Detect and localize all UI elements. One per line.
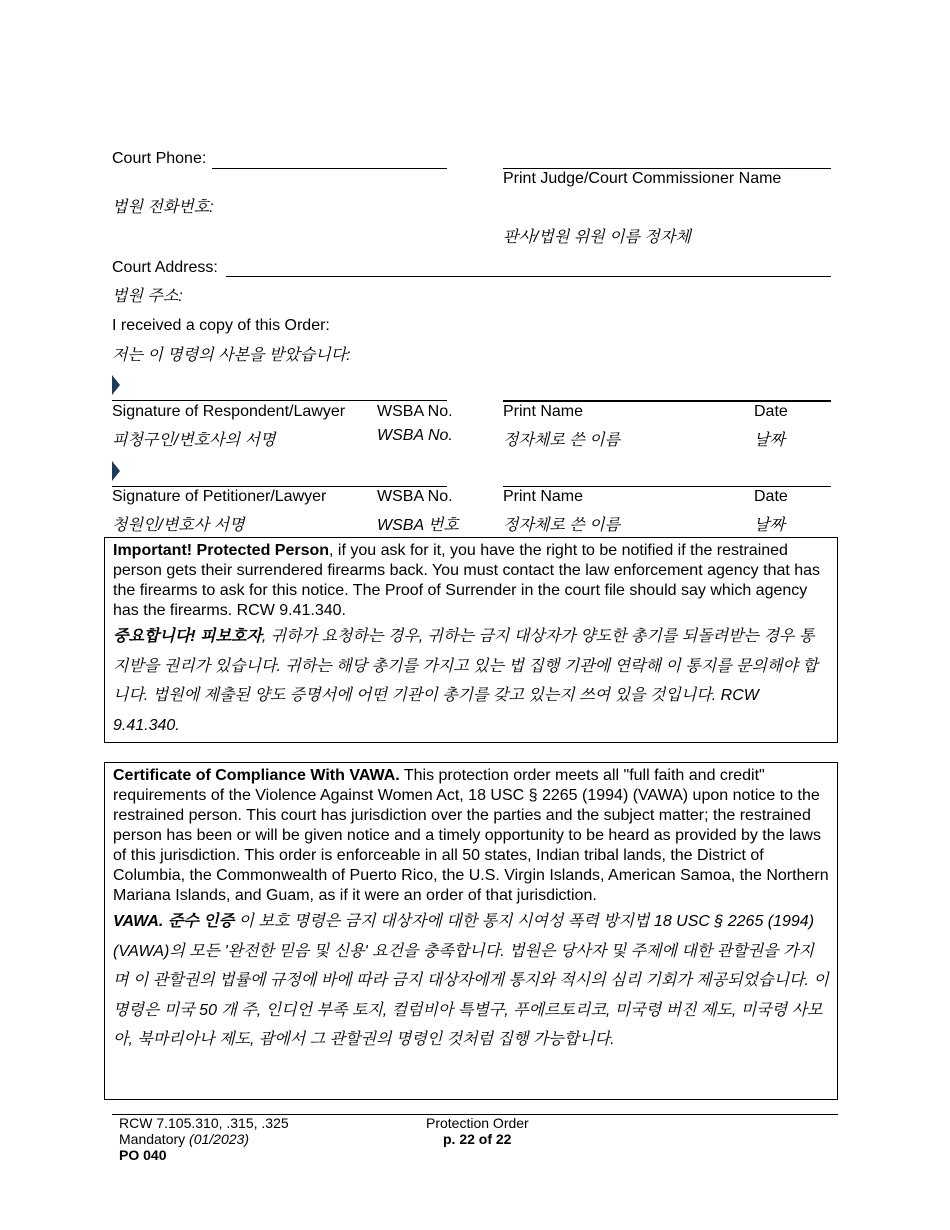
petitioner-date-label: Date (754, 488, 788, 505)
protected-person-notice (104, 537, 838, 743)
protected-person-text-ko (113, 622, 829, 740)
court-address-label-ko: 법원 주소: (112, 288, 183, 305)
petitioner-signature-field[interactable] (112, 486, 447, 487)
vawa-body: This protection order meets all "full faith and credit" requirements of the Violence Against Women Act, 18 USC § 2265 (1994) (VAWA) upon notice to the restrained person. This court has jurisdiction over the parties and the subject matter; the restrained person has been or will be given notice and a timely opportunity to be heard as provided by the laws of this jurisdiction. This order is enforceable in all 50 states, Indian tribal lands, the District of Columbia, the Commonwealth of Puerto Rico, the U.S. Virgin Islands, American Samoa, the Northern Mariana Islands, and Guam, as if it were an order of that jurisdiction. (113, 767, 829, 904)
respondent-signature-label-ko: 피청구인/변호사의 서명 (112, 432, 276, 449)
judge-name-field[interactable] (503, 168, 831, 169)
receipt-text: I received a copy of this Order: (112, 317, 330, 334)
protected-person-body: , if you ask for it, you have the right to be notified if the restrained person gets their surrendered firearms back. You must contact the law enforcement agency that has the firearms to ask for this notice. The Proof of Surrender in the court file should say which agency has the firearms. RCW 9.41.340. (113, 542, 821, 619)
respondent-date-label-ko: 날짜 (754, 432, 785, 449)
court-phone-label-ko: 법원 전화번호: (112, 199, 214, 216)
petitioner-signature-label-ko: 청원인/변호사 서명 (112, 517, 245, 534)
sign-here-flag-icon (112, 375, 120, 395)
vawa-text (113, 766, 829, 906)
vawa-heading-ko: VAWA. 준수 인증 (113, 913, 235, 930)
respondent-print-name-field[interactable] (503, 400, 831, 402)
judge-name-label: Print Judge/Court Commissioner Name (503, 170, 782, 187)
sign-here-flag-icon (112, 461, 120, 481)
court-phone-field[interactable] (212, 168, 447, 169)
vawa-body-ko: 이 보호 명령은 금지 대상자에 대한 통지 시여성 폭력 방지법 18 USC § 2265 (1994) (VAWA)의 모든 '완전한 믿음 및 신용' 요건을 충족합니다. 법원은 당사자 및 주제에 대한 관할권을 가지며 이 관할권의 법률에 규정에 바에 따라 금지 대상자에게 통지와 적시의 심리 기회가 제공되었습니다. 이 명령은 미국 50 개 주, 인디언 부족 토지, 컬럼비아 특별구, 푸에르토리코, 미국령 버진 제도, 미국령 사모아, 북마리아나 제도, 괌에서 그 관할권의 명령인 것처럼 집행 가능합니다. (113, 913, 829, 1048)
protected-person-heading-ko: 중요합니다! 피보호자 (113, 628, 262, 645)
footer-mandatory-label: Mandatory (119, 1131, 186, 1147)
footer-form-code: PO 040 (119, 1147, 167, 1163)
respondent-print-name-label: Print Name (503, 403, 584, 420)
respondent-wsba-label: WSBA No. (377, 403, 453, 420)
protected-person-body-ko: , 귀하가 요청하는 경우, 귀하는 금지 대상자가 양도한 총기를 되돌려받는 경우 통지받을 권리가 있습니다. 귀하는 해당 총기를 가지고 있는 법 집행 기관에 연락해 이 통지를 문의해야 합니다. 법원에 제출된 양도 증명서에 어떤 기관이 총기를 갖고 있는지 쓰여 있을 것입니다. RCW 9.41.340. (113, 628, 818, 734)
petitioner-print-name-label-ko: 정자체로 쓴 이름 (503, 517, 621, 534)
petitioner-print-name-label: Print Name (503, 488, 584, 505)
court-address-field[interactable] (226, 276, 831, 277)
court-address-label: Court Address: (112, 259, 218, 276)
footer-rcw: RCW 7.105.310, .315, .325 (119, 1115, 289, 1131)
petitioner-wsba-label: WSBA No. (377, 488, 453, 505)
petitioner-print-name-field[interactable] (503, 486, 831, 487)
protected-person-text (113, 541, 829, 621)
respondent-signature-field[interactable] (112, 400, 447, 401)
vawa-heading: Certificate of Compliance With VAWA. (113, 767, 400, 784)
protected-person-heading: Important! Protected Person (113, 542, 330, 559)
vawa-certificate (104, 762, 838, 1100)
respondent-date-label: Date (754, 403, 788, 420)
footer-page-number: p. 22 of 22 (443, 1131, 512, 1147)
footer-mandatory-date: (01/2023) (189, 1131, 249, 1147)
respondent-signature-label: Signature of Respondent/Lawyer (112, 403, 346, 420)
court-phone-label: Court Phone: (112, 150, 207, 167)
judge-name-label-ko: 판사/법원 위원 이름 정자체 (503, 229, 691, 246)
respondent-wsba-label-ko: WSBA No. (377, 427, 453, 444)
petitioner-signature-label: Signature of Petitioner/Lawyer (112, 488, 327, 505)
receipt-text-ko: 저는 이 명령의 사본을 받았습니다: (112, 347, 351, 364)
petitioner-date-label-ko: 날짜 (754, 517, 785, 534)
vawa-text-ko (113, 907, 829, 1055)
footer-form-title: Protection Order (426, 1115, 529, 1131)
footer-mandatory (119, 1131, 249, 1147)
respondent-print-name-label-ko: 정자체로 쓴 이름 (503, 432, 621, 449)
petitioner-wsba-label-ko: WSBA 번호 (377, 517, 459, 534)
